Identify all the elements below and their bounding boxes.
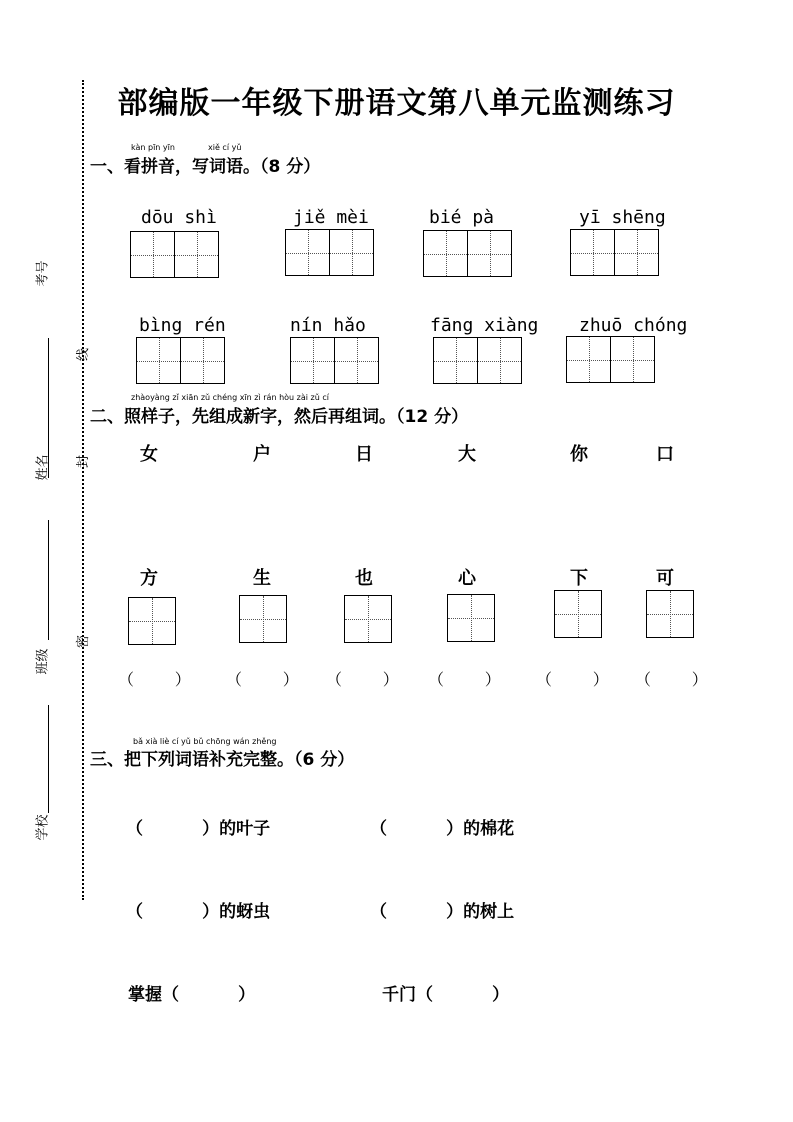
cut-mark-line: 线 — [76, 347, 92, 362]
fill-in-phrase[interactable]: （ ）的叶子 — [126, 819, 271, 839]
writing-grid[interactable] — [570, 229, 659, 276]
answer-blank[interactable]: （ ） — [326, 670, 399, 689]
radical-char: 女 — [140, 444, 158, 465]
component-char: 方 — [140, 568, 158, 589]
writing-grid[interactable] — [433, 337, 522, 384]
pinyin-item: yī shēng — [579, 207, 666, 228]
component-char: 下 — [570, 568, 588, 589]
pinyin-item: bié pà — [429, 207, 495, 228]
radical-char: 口 — [656, 444, 674, 465]
pinyin-item: nín hǎo — [290, 315, 366, 336]
page-title: 部编版一年级下册语文第八单元监测练习 — [117, 86, 676, 121]
margin-blank-line — [48, 705, 49, 813]
component-char: 可 — [656, 568, 674, 589]
answer-blank[interactable]: （ ） — [428, 670, 501, 689]
radical-char: 大 — [458, 444, 476, 465]
char-box[interactable] — [128, 597, 176, 645]
school-label: 学校 — [35, 814, 51, 841]
pinyin-item: fāng xiàng — [430, 315, 539, 336]
name-label: 姓名 — [35, 454, 51, 481]
fill-in-phrase[interactable]: 千门（ ） — [382, 985, 510, 1005]
pinyin-item: dōu shì — [141, 207, 217, 228]
answer-blank[interactable]: （ ） — [118, 670, 191, 689]
answer-blank[interactable]: （ ） — [536, 670, 609, 689]
char-box[interactable] — [239, 595, 287, 643]
writing-grid[interactable] — [136, 337, 225, 384]
fill-in-phrase[interactable]: （ ）的蚜虫 — [126, 902, 271, 922]
pinyin-item: zhuō chóng — [579, 315, 688, 336]
section2-ruby: zhàoyàng zǐ xiān zǔ chéng xīn zì rán hòu zài zǔ cí — [131, 393, 329, 402]
writing-grid[interactable] — [423, 230, 512, 277]
margin-blank-line — [48, 520, 49, 640]
pinyin-item: bìng rén — [139, 315, 226, 336]
char-box[interactable] — [447, 594, 495, 642]
section1-ruby-1: kàn pīn yīn — [131, 143, 175, 152]
section3-title: 三、把下列词语补充完整。（6 分） — [90, 750, 355, 770]
fill-in-phrase[interactable]: 掌握（ ） — [128, 985, 256, 1005]
fill-in-phrase[interactable]: （ ）的树上 — [370, 902, 515, 922]
cut-mark-secret: 密 — [76, 634, 92, 649]
section2-title: 二、照样子，先组成新字，然后再组词。（12 分） — [90, 407, 469, 427]
char-box[interactable] — [554, 590, 602, 638]
exam-number-label: 考号 — [35, 260, 51, 287]
radical-char: 日 — [355, 444, 373, 465]
component-char: 心 — [458, 568, 476, 589]
cut-mark-seal: 封 — [76, 454, 92, 469]
component-char: 也 — [355, 568, 373, 589]
answer-blank[interactable]: （ ） — [226, 670, 299, 689]
section1-title: 一、看拼音，写词语。（8 分） — [90, 157, 321, 177]
radical-char: 户 — [253, 444, 271, 465]
writing-grid[interactable] — [130, 231, 219, 278]
component-char: 生 — [253, 568, 271, 589]
binding-dotted-line — [82, 80, 84, 900]
writing-grid[interactable] — [285, 229, 374, 276]
section3-ruby: bǎ xià liè cí yǔ bǔ chōng wán zhěng — [133, 737, 277, 746]
section1-ruby-2: xiě cí yǔ — [208, 143, 242, 152]
writing-grid[interactable] — [290, 337, 379, 384]
char-box[interactable] — [344, 595, 392, 643]
class-label: 班级 — [35, 648, 51, 675]
writing-grid[interactable] — [566, 336, 655, 383]
fill-in-phrase[interactable]: （ ）的棉花 — [370, 819, 515, 839]
answer-blank[interactable]: （ ） — [635, 670, 708, 689]
radical-char: 你 — [570, 444, 588, 465]
pinyin-item: jiě mèi — [293, 207, 369, 228]
char-box[interactable] — [646, 590, 694, 638]
